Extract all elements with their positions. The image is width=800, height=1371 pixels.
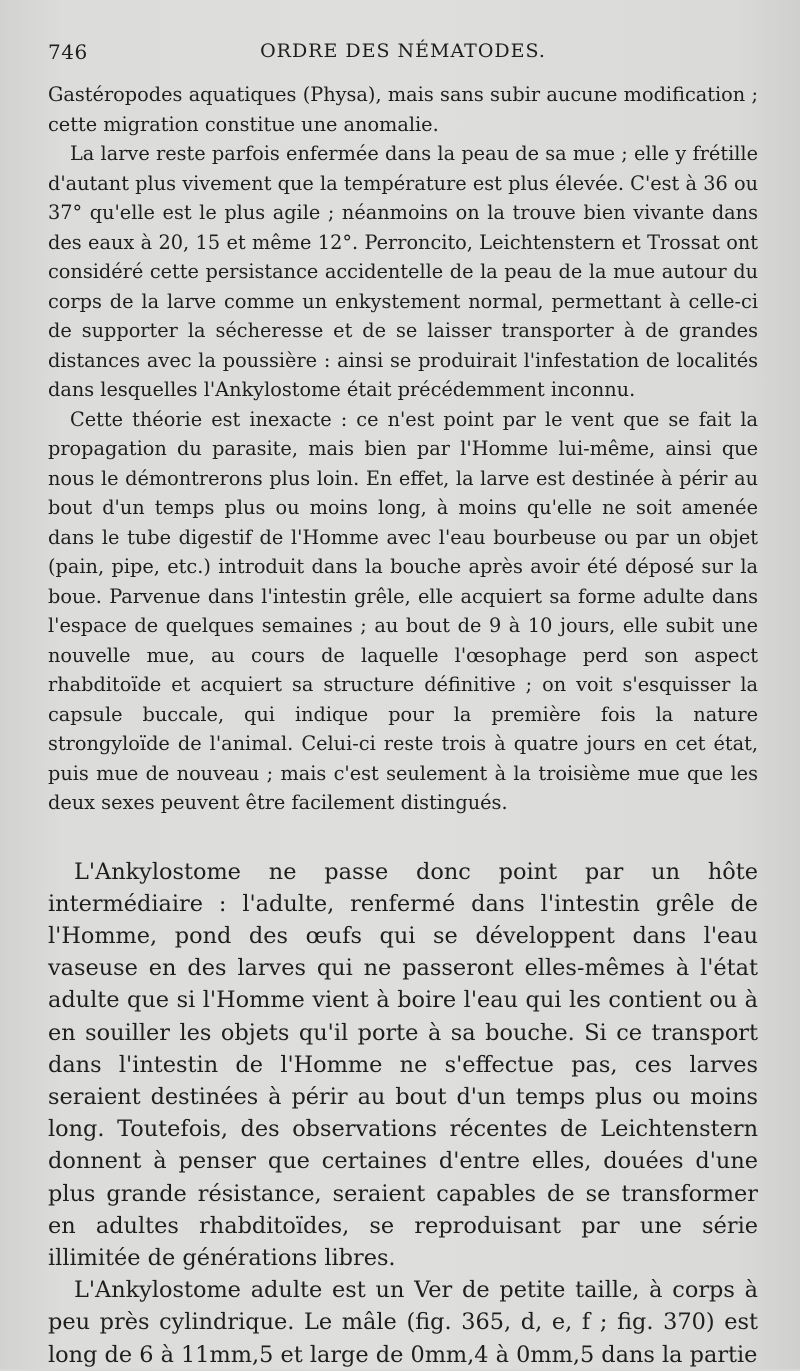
page-number: 746 — [48, 40, 88, 64]
page-header — [48, 40, 758, 70]
large-print-section — [48, 856, 758, 1371]
section-gap — [48, 818, 758, 856]
page-body — [48, 80, 758, 1371]
paragraph: L'Ankylostome ne passe donc point par un hôte intermédiaire : l'adulte, renfermé dans l'intestin grêle de l'Homme, pond des œufs qui se développent dans l'eau vaseuse en des larves qui ne passeront elles-mêmes à l'état adulte que si l'Homme vient à boire l'eau qui les contient ou à en souiller les objets qu'il porte à sa bouche. Si ce transport dans l'intestin de l'Homme ne s'effectue pas, ces larves seraient destinées à périr au bout d'un temps plus ou moins long. Toutefois, des observations récentes de Leichtenstern donnent à penser que certaines d'entre elles, douées d'une plus grande résistance, seraient capables de se transformer en adultes rhabditoïdes, se reproduisant par une série illimitée de générations libres. — [48, 858, 758, 1271]
running-title: ORDRE DES NÉMATODES. — [260, 40, 546, 62]
small-print-section — [48, 80, 758, 818]
paragraph: L'Ankylostome adulte est un Ver de petite taille, à corps à peu près cylindrique. Le mâle (fig. 365, d, e, f ; fig. 370) est long de 6 à 11mm,5 et large de 0mm,4 à 0mm,5 dans la partie — [48, 1277, 758, 1368]
paragraph: Cette théorie est inexacte : ce n'est point par le vent que se fait la propagation du parasite, mais bien par l'Homme lui-même, ainsi que nous le démontrerons plus loin. En effet, la larve est destinée à périr au bout d'un temps plus ou moins long, à moins qu'elle ne soit amenée dans le tube digestif de l'Homme avec l'eau bourbeuse ou par un objet (pain, pipe, etc.) introduit dans la bouche après avoir été déposé sur la boue. Parvenue dans l'intestin grêle, elle acquiert sa forme adulte dans l'espace de quelques semaines ; au bout de 9 à 10 jours, elle subit une nouvelle mue, au cours de laquelle l'œsophage perd son aspect rhabditoïde et acquiert sa structure définitive ; on voit s'esquisser la capsule buccale, qui indique pour la première fois la nature strongyloïde de l'animal. Celui-ci reste trois à quatre jours en cet état, puis mue de nouveau ; mais c'est seulement à la troisième mue que les deux sexes peuvent être facilement distingués. — [48, 407, 758, 814]
paragraph: Gastéropodes aquatiques (Physa), mais sans subir aucune modification ; cette migration constitue une anomalie. — [48, 83, 758, 136]
paragraph: La larve reste parfois enfermée dans la peau de sa mue ; elle y frétille d'autant plus vivement que la température est plus élevée. C'est à 36 ou 37° qu'elle est le plus agile ; néanmoins on la trouve bien vivante dans des eaux à 20, 15 et même 12°. Perroncito, Leichtenstern et Trossat ont considéré cette persistance accidentelle de la peau de la mue autour du corps de la larve comme un enkystement normal, permettant à celle-ci de supporter la sécheresse et de se laisser transporter à de grandes distances avec la poussière : ainsi se produirait l'infestation de localités dans lesquelles l'Ankylostome était précédemment inconnu. — [48, 142, 758, 401]
